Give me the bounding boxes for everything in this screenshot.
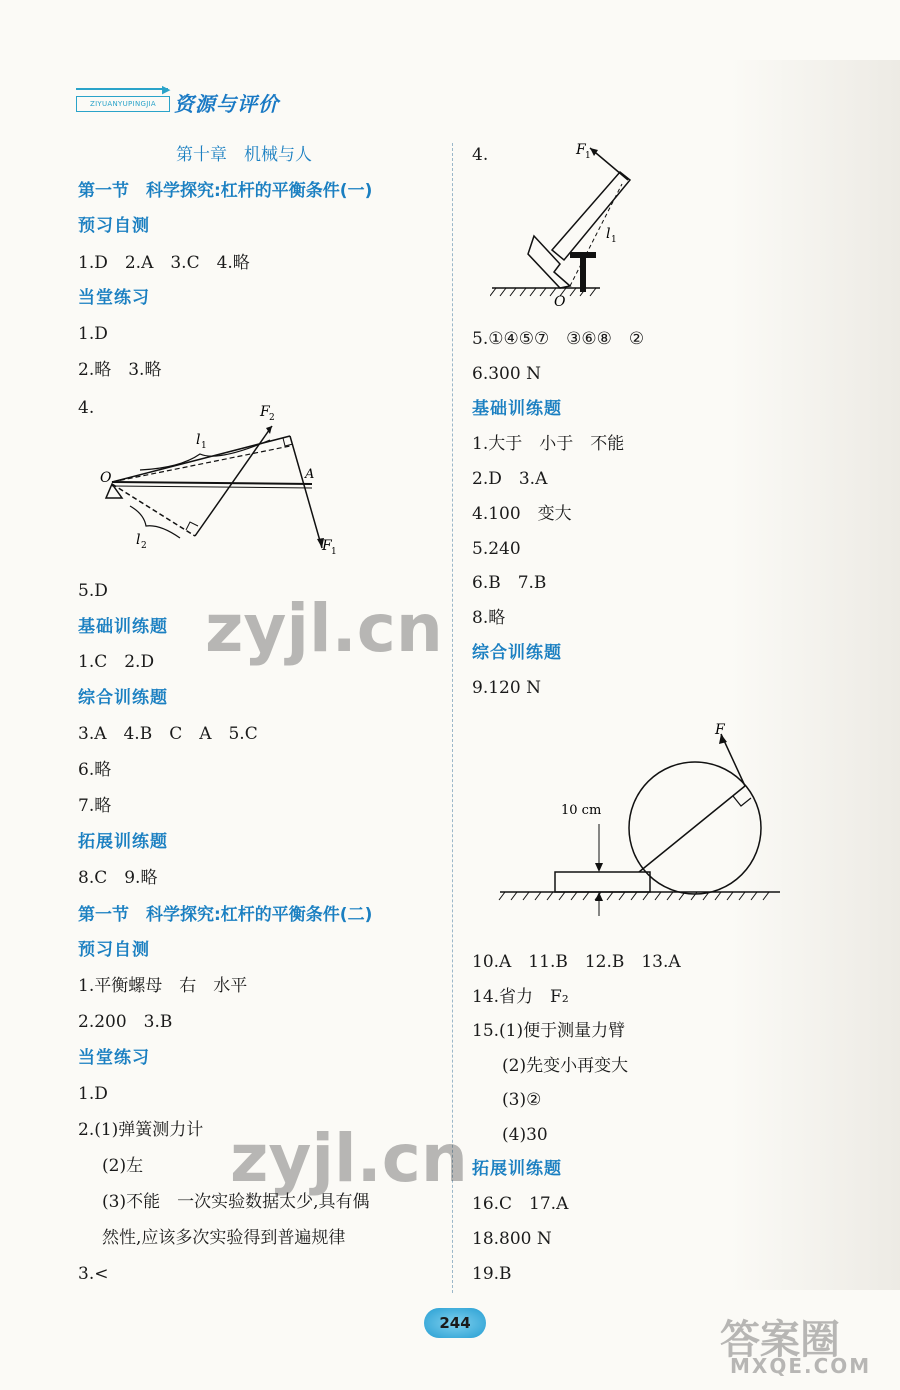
section-heading: 拓展训练题 <box>472 1159 562 1179</box>
bleed-through-shadow <box>730 60 900 1290</box>
svg-text:2: 2 <box>269 413 275 423</box>
answer-line: 6.300 N <box>472 364 541 384</box>
answer-line: 2.(1)弹簧测力计 <box>78 1120 204 1140</box>
answer-line: 1.D <box>78 1084 108 1104</box>
answer-line: 6.B 7.B <box>472 573 547 593</box>
answer-line: (3)不能 一次实验数据太少,具有偶 <box>102 1192 370 1212</box>
label-F1: F <box>576 142 586 158</box>
section-heading: 基础训练题 <box>472 399 562 419</box>
label-F2: F <box>260 404 270 420</box>
answer-line: 16.C 17.A <box>472 1194 569 1214</box>
header-english: ZIYUANYUPINGJIA <box>76 96 170 112</box>
answer-line: 2.200 3.B <box>78 1012 173 1032</box>
label-O: O <box>554 294 566 310</box>
answer-line: 6.略 <box>78 760 112 780</box>
hammer-head <box>528 236 570 288</box>
answer-line: 1.D 2.A 3.C 4.略 <box>78 253 250 273</box>
answer-line: 8.略 <box>472 608 506 628</box>
answer-line: 然性,应该多次实验得到普遍规律 <box>102 1228 346 1248</box>
answer-line: 3.A 4.B C A 5.C <box>78 724 258 744</box>
answer-line: 5.D <box>78 581 108 601</box>
watermark-brand: 答案圈 <box>720 1317 840 1363</box>
answer-line: 4.100 变大 <box>472 504 572 524</box>
hammer-handle <box>552 172 630 260</box>
label-l1: l <box>606 226 611 242</box>
force-F1-line <box>290 436 322 548</box>
lever-diagram-1 <box>100 398 340 568</box>
header-title: 资源与评价 <box>174 92 279 116</box>
svg-text:1: 1 <box>331 547 337 557</box>
header-rule <box>76 88 168 90</box>
answer-line: 5.240 <box>472 539 521 559</box>
arrow-icon: ▶ <box>162 83 171 96</box>
lever-bar <box>112 482 312 484</box>
section-heading: 当堂练习 <box>78 1048 150 1068</box>
svg-text:1: 1 <box>585 151 591 161</box>
section-heading: 第十章 机械与人 <box>176 145 312 165</box>
section-heading: 基础训练题 <box>78 617 168 637</box>
section-heading: 综合训练题 <box>78 688 168 708</box>
section-heading: 当堂练习 <box>78 288 150 308</box>
answer-line: 5.①④⑤⑦ ③⑥⑧ ② <box>472 329 645 349</box>
answer-line: (2)先变小再变大 <box>502 1056 629 1076</box>
answer-line: 18.800 N <box>472 1229 552 1249</box>
answer-line: (4)30 <box>502 1125 548 1145</box>
section-heading: 第一节 科学探究:杠杆的平衡条件(一) <box>78 181 373 201</box>
answer-line: (2)左 <box>102 1156 144 1176</box>
svg-text:2: 2 <box>141 541 147 551</box>
answer-line: 2.D 3.A <box>472 469 548 489</box>
section-heading: 综合训练题 <box>472 643 562 663</box>
svg-text:1: 1 <box>201 441 207 451</box>
answer-line: 15.(1)便于测量力臂 <box>472 1021 626 1041</box>
watermark-site-1: zyjl.cn <box>205 590 443 667</box>
section-header-logo <box>76 83 286 116</box>
answer-line: 1.大于 小于 不能 <box>472 434 625 454</box>
section-heading: 预习自测 <box>78 216 150 236</box>
answer-line: (3)② <box>502 1090 542 1110</box>
answer-line: 4. <box>78 398 95 418</box>
answer-line: 1.D <box>78 324 108 344</box>
label-l2: l <box>136 532 141 548</box>
answer-line: 19.B <box>472 1264 512 1284</box>
answer-line: 9.120 N <box>472 678 541 698</box>
answer-line: 14.省力 F₂ <box>472 987 569 1007</box>
answer-line: 2.略 3.略 <box>78 360 162 380</box>
page-number: 244 <box>424 1308 486 1338</box>
answer-line: 7.略 <box>78 796 112 816</box>
watermark-brand-url: MXQE.COM <box>730 1354 872 1378</box>
label-l1: l <box>196 432 201 448</box>
section-heading: 拓展训练题 <box>78 832 168 852</box>
label-F: F <box>715 722 725 738</box>
label-10cm: 10 cm <box>561 803 602 818</box>
svg-text:1: 1 <box>611 235 617 245</box>
section-heading: 预习自测 <box>78 940 150 960</box>
section-heading: 第一节 科学探究:杠杆的平衡条件(二) <box>78 905 373 925</box>
label-F1: F <box>322 538 332 554</box>
answer-line: 1.C 2.D <box>78 652 155 672</box>
step-block <box>555 872 650 892</box>
answer-line: 4. <box>472 145 489 165</box>
watermark-site-2: zyjl.cn <box>230 1120 468 1197</box>
answer-line: 10.A 11.B 12.B 13.A <box>472 952 681 972</box>
label-O: O <box>100 470 112 486</box>
wheel-step-diagram <box>495 720 795 920</box>
answer-line: 8.C 9.略 <box>78 868 158 888</box>
answer-line: 3.< <box>78 1264 109 1284</box>
label-A: A <box>305 467 315 482</box>
lever-diagram-2 <box>490 140 640 310</box>
wheel-circle <box>629 762 761 894</box>
answer-line: 1.平衡螺母 右 水平 <box>78 976 248 996</box>
